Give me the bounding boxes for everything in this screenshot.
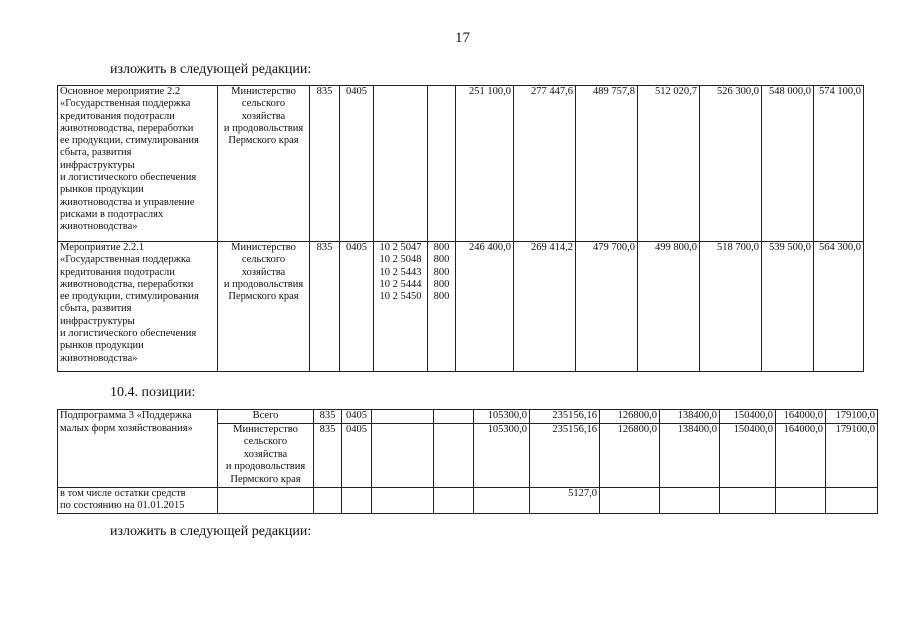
csr-code bbox=[372, 410, 434, 424]
row-name: Подпрограмма 3 «Поддержка малых форм хозяйствования» bbox=[58, 410, 218, 488]
rz-code: 0405 bbox=[342, 410, 372, 424]
table-row bbox=[58, 242, 864, 372]
grbs-code bbox=[314, 487, 342, 513]
value-4 bbox=[660, 487, 720, 513]
csr-code bbox=[372, 423, 434, 487]
page-number: 17 bbox=[455, 30, 470, 46]
csr-code bbox=[372, 487, 434, 513]
value-7: 574 100,0 bbox=[814, 86, 864, 242]
instruction-text-2: изложить в следующей редакции: bbox=[110, 524, 312, 539]
row-executor: Министерство сельского хозяйства и продовольствия Пермского края bbox=[218, 423, 314, 487]
section-heading: 10.4. позиции: bbox=[110, 385, 196, 400]
value-1 bbox=[474, 487, 530, 513]
value-5: 526 300,0 bbox=[700, 86, 762, 242]
value-5: 518 700,0 bbox=[700, 242, 762, 372]
value-1: 246 400,0 bbox=[456, 242, 514, 372]
value-1: 105300,0 bbox=[474, 423, 530, 487]
value-7: 179100,0 bbox=[826, 410, 878, 424]
rz-code bbox=[342, 487, 372, 513]
row-executor bbox=[218, 487, 314, 513]
value-5 bbox=[720, 487, 776, 513]
value-2: 235156,16 bbox=[530, 410, 600, 424]
value-3 bbox=[600, 487, 660, 513]
value-7: 564 300,0 bbox=[814, 242, 864, 372]
table-row bbox=[58, 86, 864, 242]
value-1: 251 100,0 bbox=[456, 86, 514, 242]
value-6: 548 000,0 bbox=[762, 86, 814, 242]
csr-code bbox=[374, 86, 428, 242]
grbs-code: 835 bbox=[314, 410, 342, 424]
value-4: 499 800,0 bbox=[638, 242, 700, 372]
value-6: 164000,0 bbox=[776, 423, 826, 487]
vr-code bbox=[434, 410, 474, 424]
value-7: 179100,0 bbox=[826, 423, 878, 487]
value-2: 269 414,2 bbox=[514, 242, 576, 372]
row-name: Основное мероприятие 2.2 «Государственная поддержка кредитования подотрасли животноводства, переработки ее продукции, стимулирования сбыта, развития инфраструктуры и логистического обеспечения рынков продукции животноводства и управление рисками в подотраслях животноводства» bbox=[58, 86, 218, 242]
vr-code bbox=[434, 487, 474, 513]
row-name: Мероприятие 2.2.1 «Государственная поддержка кредитования подотрасли животноводства, переработки ее продукции, стимулирования сбыта, развития инфраструктуры и логистического обеспечения рынков продукции животноводства» bbox=[58, 242, 218, 372]
value-6: 539 500,0 bbox=[762, 242, 814, 372]
row-executor: Всего bbox=[218, 410, 314, 424]
value-2: 277 447,6 bbox=[514, 86, 576, 242]
value-6: 164000,0 bbox=[776, 410, 826, 424]
value-4: 512 020,7 bbox=[638, 86, 700, 242]
rz-code: 0405 bbox=[340, 242, 374, 372]
value-2: 5127,0 bbox=[530, 487, 600, 513]
table-row bbox=[58, 487, 878, 513]
budget-table-2 bbox=[57, 409, 878, 514]
value-4: 138400,0 bbox=[660, 410, 720, 424]
grbs-code: 835 bbox=[310, 242, 340, 372]
table-row bbox=[58, 410, 878, 424]
value-3: 126800,0 bbox=[600, 410, 660, 424]
value-1: 105300,0 bbox=[474, 410, 530, 424]
grbs-code: 835 bbox=[310, 86, 340, 242]
grbs-code: 835 bbox=[314, 423, 342, 487]
value-4: 138400,0 bbox=[660, 423, 720, 487]
rz-code: 0405 bbox=[342, 423, 372, 487]
value-3: 489 757,8 bbox=[576, 86, 638, 242]
csr-code: 10 2 5047 10 2 5048 10 2 5443 10 2 5444 10 2 5450 bbox=[374, 242, 428, 372]
value-2: 235156,16 bbox=[530, 423, 600, 487]
row-executor: Министерство сельского хозяйства и продовольствия Пермского края bbox=[218, 242, 310, 372]
row-name: в том числе остатки средств по состоянию на 01.01.2015 bbox=[58, 487, 218, 513]
value-5: 150400,0 bbox=[720, 410, 776, 424]
instruction-text-1: изложить в следующей редакции: bbox=[110, 62, 312, 77]
budget-table-1 bbox=[57, 85, 864, 372]
value-3: 126800,0 bbox=[600, 423, 660, 487]
rz-code: 0405 bbox=[340, 86, 374, 242]
vr-code bbox=[428, 86, 456, 242]
value-3: 479 700,0 bbox=[576, 242, 638, 372]
vr-code: 800 800 800 800 800 bbox=[428, 242, 456, 372]
row-executor: Министерство сельского хозяйства и продовольствия Пермского края bbox=[218, 86, 310, 242]
vr-code bbox=[434, 423, 474, 487]
value-5: 150400,0 bbox=[720, 423, 776, 487]
value-7 bbox=[826, 487, 878, 513]
value-6 bbox=[776, 487, 826, 513]
